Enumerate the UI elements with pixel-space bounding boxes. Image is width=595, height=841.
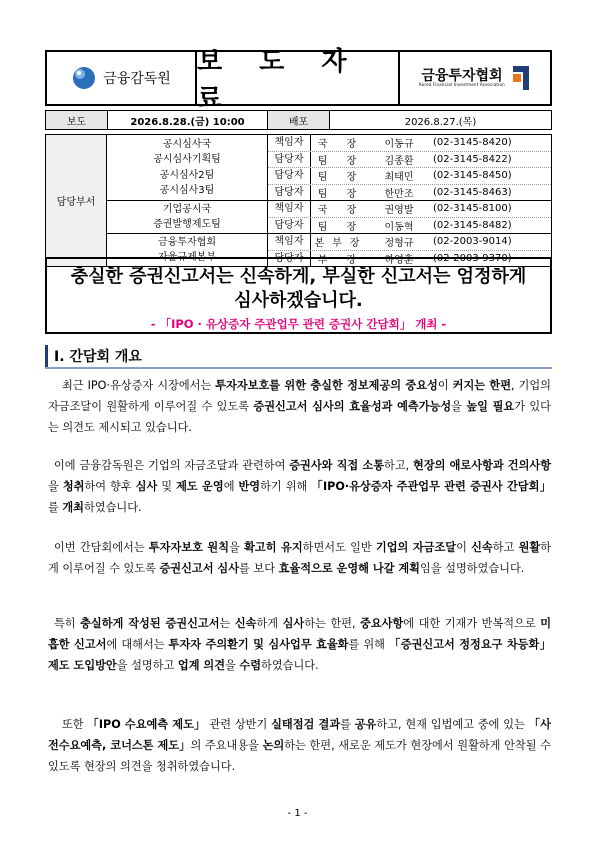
person-role: 책임자 xyxy=(268,201,311,217)
group-name: 공시심사기획팀 xyxy=(153,154,221,165)
text: 특히 xyxy=(54,617,81,630)
text: 이 xyxy=(456,541,472,554)
person-title: 팀 장 xyxy=(317,172,365,184)
group-name: 증권발행제도팀 xyxy=(153,219,221,230)
text-bold: 커지는 한편 xyxy=(452,379,512,392)
group-names xyxy=(107,135,268,200)
text-bold: 투자자보호를 위한 충실한 정보제공의 중요성 xyxy=(215,379,438,392)
person-role: 담당자 xyxy=(268,185,311,201)
text-bold: 제도 운영 xyxy=(176,480,224,493)
text: 가 있다는 의견도 제시되고 있습니다. xyxy=(48,400,551,434)
person-title: 팀 장 xyxy=(317,188,365,200)
person-role: 담당자 xyxy=(268,251,311,267)
text: 을 xyxy=(225,659,240,672)
text: 를 보다 xyxy=(239,562,279,575)
text-bold: 신속 xyxy=(234,617,257,630)
person-row xyxy=(268,218,551,234)
department-group xyxy=(107,201,551,234)
person-title: 팀 장 xyxy=(317,221,365,233)
text: 하였습니다. xyxy=(261,659,319,672)
dist-label: 배포 xyxy=(268,111,330,129)
person-phone: (02-2003-9370) xyxy=(433,252,512,264)
text-bold: 심사 xyxy=(282,617,305,630)
person-role: 책임자 xyxy=(268,135,311,151)
person-row xyxy=(268,185,551,201)
text-bold: 미흡한 신고서 xyxy=(48,617,551,651)
text: 하고, 현재 입법예고 중에 있는 xyxy=(376,718,529,731)
text-bold: 효율적으로 운영해 나갈 계획 xyxy=(278,562,420,575)
report-date: 2026.8.28.(금) 10:00 xyxy=(108,111,268,129)
section-bar xyxy=(45,345,48,367)
text-bold: 기업의 자금조달 xyxy=(375,541,457,554)
person-title: 팀 장 xyxy=(317,155,365,167)
text: 하고 xyxy=(492,541,519,554)
text-bold: 「증권신고서 정정요구 차등화」 제도 도입방안 xyxy=(48,638,552,672)
text: 를 xyxy=(48,501,63,514)
text: 및 xyxy=(157,480,177,493)
person-name: 권영발 xyxy=(384,205,414,217)
department-label: 담당부서 xyxy=(46,135,107,266)
person-row xyxy=(268,135,551,152)
text: , 기업의 자금조달이 원활하게 이루어질 수 있도록 xyxy=(48,379,551,413)
text: 또한 xyxy=(62,718,88,731)
person-role: 담당자 xyxy=(268,168,311,184)
person-name: 최태민 xyxy=(384,172,414,184)
person-phone: (02-3145-8463) xyxy=(433,186,512,198)
document-title: 보 도 자 료 xyxy=(197,52,400,104)
headline-subtitle: - 「IPO · 유상증자 주관업무 관련 증권사 간담회」 개최 - xyxy=(150,317,447,331)
dist-date: 2026.8.27.(목) xyxy=(404,116,477,128)
text-bold: 「사전수요예측, 코너스톤 제도」 xyxy=(48,718,551,752)
person-title: 본부장 xyxy=(314,238,368,250)
text: 을 xyxy=(229,541,245,554)
text: 이 xyxy=(437,379,453,392)
text: 하는 한편, 새로운 제도가 현장에서 원활하게 안착될 수 있도록 현장의 의견을 청취하였습니다. xyxy=(48,739,551,773)
person-title: 부 장 xyxy=(317,254,365,266)
group-name: 금융투자협회 xyxy=(158,236,216,248)
text-bold: 충실하게 작성된 증권신고서 xyxy=(80,617,220,630)
kofia-logo-block xyxy=(400,52,550,104)
text: 의 주요내용을 xyxy=(190,739,263,752)
text-bold: 청취 xyxy=(62,480,85,493)
person-row xyxy=(268,201,551,218)
person-name: 하영훈 xyxy=(384,254,414,266)
text: 하게 이루어질 수 있도록 xyxy=(48,541,552,575)
text-bold: 증권사와 직접 소통 xyxy=(289,459,385,472)
person-role: 담당자 xyxy=(268,152,311,168)
group-people xyxy=(268,135,551,200)
person-name: 이동혁 xyxy=(384,221,414,233)
text-bold: 업계 의견 xyxy=(177,659,226,672)
person-phone: (02-3145-8100) xyxy=(433,203,512,215)
kofia-logo-text xyxy=(419,69,505,88)
text-bold: 수렴 xyxy=(239,659,262,672)
paragraph-4 xyxy=(48,613,551,676)
kofia-logo-icon xyxy=(511,64,531,92)
text-bold: 반영 xyxy=(238,480,261,493)
text-bold: 논의 xyxy=(262,739,285,752)
department-group xyxy=(107,135,551,201)
text: 에 대해서는 xyxy=(106,638,169,651)
paragraph-2 xyxy=(48,455,551,518)
text-bold: 심사 xyxy=(135,480,158,493)
text-bold: 개최 xyxy=(62,501,84,514)
headline-line-1: 충실한 증권신고서는 신속하게, 부실한 신고서는 엄정하게 xyxy=(70,266,527,287)
text: 하였습니다. xyxy=(84,501,142,514)
group-name: 공시심사2팀 xyxy=(159,169,215,181)
person-role: 담당자 xyxy=(268,218,311,234)
text-bold: 공유 xyxy=(354,718,377,731)
text: 에 대한 기재가 반복적으로 xyxy=(403,617,541,630)
fss-logo-icon xyxy=(71,65,97,91)
person-title: 국 장 xyxy=(317,139,365,151)
text-bold: 현장의 애로사항과 건의사항 xyxy=(413,459,552,472)
department-table xyxy=(45,134,552,267)
text-bold: 신속 xyxy=(471,541,493,554)
person-phone: (02-3145-8482) xyxy=(433,219,512,231)
text: 임을 설명하였습니다. xyxy=(419,562,525,575)
text: 는 xyxy=(219,617,235,630)
text: 하면서도 일반 xyxy=(302,541,376,554)
text: 이번 간담회에서는 xyxy=(54,541,149,554)
text-bold: 투자자 주의환기 및 심사업무 효율화 xyxy=(168,638,349,651)
text-bold: 확고히 유지 xyxy=(244,541,303,554)
text-bold: 증권신고서 심사의 효율성과 예측가능성 xyxy=(253,400,452,413)
text: 하여 향후 xyxy=(84,480,136,493)
person-row xyxy=(268,168,551,185)
press-header xyxy=(45,47,552,114)
text: 을 xyxy=(451,400,467,413)
paragraph-3 xyxy=(48,537,551,579)
text: 를 위해 xyxy=(348,638,390,651)
kofia-name: 금융투자협회 xyxy=(421,67,503,84)
text: 하는 한편, xyxy=(304,617,361,630)
text-bold: 원활 xyxy=(518,541,541,554)
person-name: 한만조 xyxy=(384,188,414,200)
kofia-subtitle: Korea Financial Investment Association xyxy=(419,82,505,88)
headline-box xyxy=(45,257,552,334)
date-row xyxy=(45,110,552,130)
paragraph-1 xyxy=(48,375,551,438)
headline-line-2: 심사하겠습니다. xyxy=(234,290,363,311)
report-label: 보도 xyxy=(46,111,108,129)
department-groups xyxy=(107,135,551,266)
text: 을 설명하고 xyxy=(116,659,178,672)
text: 하고, xyxy=(384,459,414,472)
person-phone: (02-3145-8420) xyxy=(433,137,512,149)
person-title: 국 장 xyxy=(317,205,365,217)
person-row xyxy=(268,234,551,251)
page-number: - 1 - xyxy=(287,808,308,819)
person-row xyxy=(268,152,551,169)
paragraph-5 xyxy=(48,714,551,777)
text-bold: 증권신고서 심사 xyxy=(159,562,240,575)
fss-name: 금융감독원 xyxy=(103,71,171,87)
text: 하기 위해 xyxy=(260,480,312,493)
headline xyxy=(47,265,550,313)
text: 최근 IPO·유상증자 시장에서는 xyxy=(62,379,216,392)
text-bold: 중요사항 xyxy=(360,617,404,630)
group-name: 자율규제본부 xyxy=(158,252,216,263)
person-role: 책임자 xyxy=(268,234,311,250)
person-phone: (02-3145-8422) xyxy=(433,153,512,165)
section-header xyxy=(45,345,552,369)
group-name: 공시심사3팀 xyxy=(159,185,215,196)
text: 에 xyxy=(223,480,239,493)
group-name: 기업공시국 xyxy=(162,203,212,215)
text: 하게 xyxy=(256,617,283,630)
text: 관련 상반기 xyxy=(205,718,272,731)
person-name: 김종환 xyxy=(384,155,414,167)
text-bold: 투자자보호 원칙 xyxy=(148,541,230,554)
person-name: 이동규 xyxy=(384,139,414,151)
group-names xyxy=(107,201,268,233)
fss-logo-block xyxy=(47,52,197,104)
text-bold: 「IPO·유상증자 주관업무 관련 증권사 간담회」 xyxy=(311,480,552,493)
text-bold: 실태점검 결과 xyxy=(271,718,341,731)
person-phone: (02-2003-9014) xyxy=(433,236,512,248)
text: 이에 금융감독원은 기업의 자금조달과 관련하여 xyxy=(54,459,290,472)
group-name: 공시심사국 xyxy=(162,138,212,150)
text-bold: 「IPO 수요예측 제도」 xyxy=(87,718,206,731)
text: 을 xyxy=(48,480,63,493)
text-bold: 높일 필요 xyxy=(466,400,515,413)
group-people xyxy=(268,201,551,233)
person-phone: (02-3145-8450) xyxy=(433,170,512,182)
section-title: Ⅰ. 간담회 개요 xyxy=(54,349,142,365)
person-name: 정형규 xyxy=(384,238,414,250)
text: 를 xyxy=(340,718,355,731)
